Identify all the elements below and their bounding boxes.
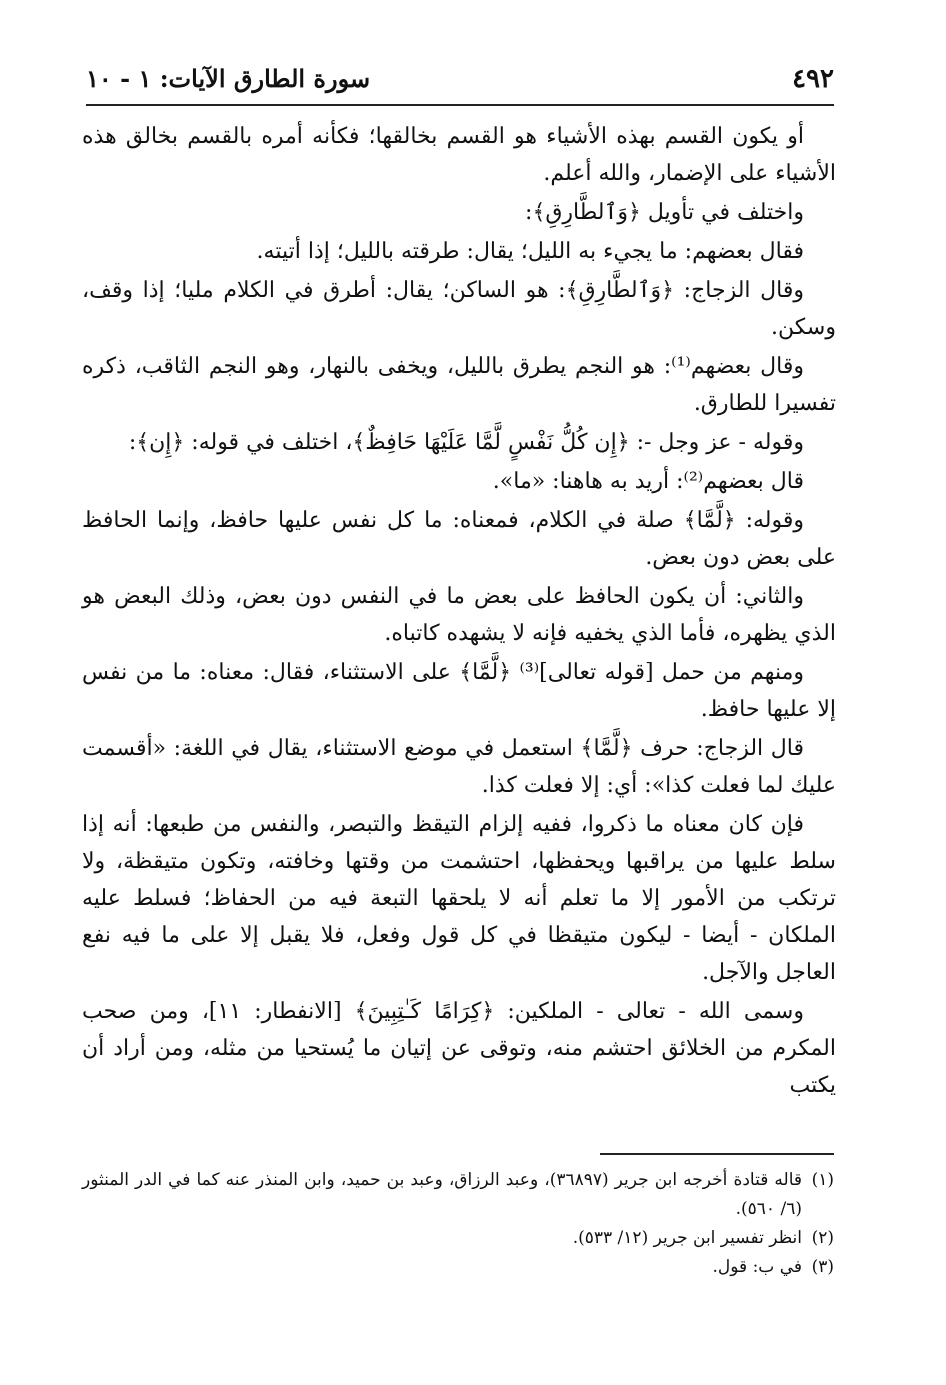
paragraph: والثاني: أن يكون الحافظ على بعض ما في النفس دون بعض، وذلك البعض هو الذي يظهره، فأما الذي يخفيه فإنه لا يشهده كاتباه. bbox=[82, 584, 836, 646]
footnote-number: (١) bbox=[811, 1170, 834, 1190]
footnote-text: انظر تفسير ابن جرير (١٢/ ٥٣٣). bbox=[572, 1228, 802, 1248]
footnote-number: (٣) bbox=[811, 1257, 834, 1277]
paragraph: ومنهم من حمل [قوله تعالى]⁽³⁾ ﴿لَّمَّا﴾ على الاستثناء، فقال: معناه: ما من نفس إلا عليها حافظ. bbox=[82, 660, 836, 722]
footnote-rule bbox=[600, 1153, 834, 1155]
paragraph: فإن كان معناه ما ذكروا، ففيه إلزام التيقظ والتبصر، والنفس من طبعها: أنه إذا سلط عليها من يراقبها ويحفظها، احتشمت من وقتها وخافته، وتكون متيقظة، ولا ترتكب من الأمور إلا ما تعلم أنه لا يلحقها التبعة فيه من الحفاظ؛ فسلط عليه الملكان - أيضا - ليكون متيقظا في كل قول وفعل، فلا يقبل إلا على ما فيه نفع العاجل والآجل. bbox=[82, 812, 836, 985]
paragraph: وقوله: ﴿لَّمَّا﴾ صلة في الكلام، فمعناه: ما كل نفس عليها حافظ، وإنما الحافظ على بعض دون بعض. bbox=[82, 508, 836, 570]
footnote-text: قاله قتادة أخرجه ابن جرير (٣٦٨٩٧)، وعبد الرزاق، وعبد بن حميد، وابن المنذر عنه كما في الدر المنثور (٦/ ٥٦٠). bbox=[82, 1170, 803, 1219]
main-text bbox=[82, 118, 836, 1106]
footnote bbox=[82, 1224, 834, 1253]
paragraph: أو يكون القسم بهذه الأشياء هو القسم بخالقها؛ فكأنه أمره بالقسم بخالق هذه الأشياء على الإضمار، والله أعلم. bbox=[82, 124, 836, 186]
footnote bbox=[82, 1166, 834, 1224]
footnote-number: (٢) bbox=[811, 1228, 834, 1248]
paragraph: واختلف في تأويل ﴿وَٱلطَّارِقِ﴾: bbox=[525, 200, 804, 225]
paragraph: قال الزجاج: حرف ﴿لَّمَّا﴾ استعمل في موضع الاستثناء، يقال في اللغة: «أقسمت عليك لما فعلت كذا»: أي: إلا فعلت كذا. bbox=[82, 736, 836, 798]
paragraph: وقال بعضهم⁽¹⁾: هو النجم يطرق بالليل، ويخفى بالنهار، وهو النجم الثاقب، ذكره تفسيرا للطارق. bbox=[82, 354, 836, 416]
paragraph: فقال بعضهم: ما يجيء به الليل؛ يقال: طرقته بالليل؛ إذا أتيته. bbox=[256, 239, 804, 264]
page-header bbox=[86, 58, 834, 102]
paragraph: قال بعضهم⁽²⁾: أريد به هاهنا: «ما». bbox=[492, 469, 804, 494]
header-rule bbox=[86, 104, 834, 106]
footnote-text: في ب: قول. bbox=[712, 1257, 802, 1277]
footnote bbox=[82, 1253, 834, 1282]
running-title: سورة الطارق الآيات: ١ - ١٠ bbox=[86, 64, 371, 93]
paragraph: وقال الزجاج: ﴿وَٱلطَّارِقِ﴾: هو الساكن؛ يقال: أطرق في الكلام مليا؛ إذا وقف، وسكن. bbox=[82, 278, 836, 340]
footnotes bbox=[82, 1166, 834, 1282]
paragraph: وسمى الله - تعالى - الملكين: ﴿كِرَامًا كَـٰتِبِينَ﴾ [الانفطار: ١١]، ومن صحب المكرم من الخلائق احتشم منه، وتوقى عن إتيان ما يُستحيا من مثله، ومن أراد أن يكتب bbox=[82, 999, 836, 1098]
page-number: ٤٩٢ bbox=[792, 64, 834, 94]
paragraph: وقوله - عز وجل -: ﴿إِن كُلُّ نَفْسٍ لَّمَّا عَلَيْهَا حَافِظٌ﴾، اختلف في قوله: ﴿إِن﴾: bbox=[128, 430, 804, 455]
